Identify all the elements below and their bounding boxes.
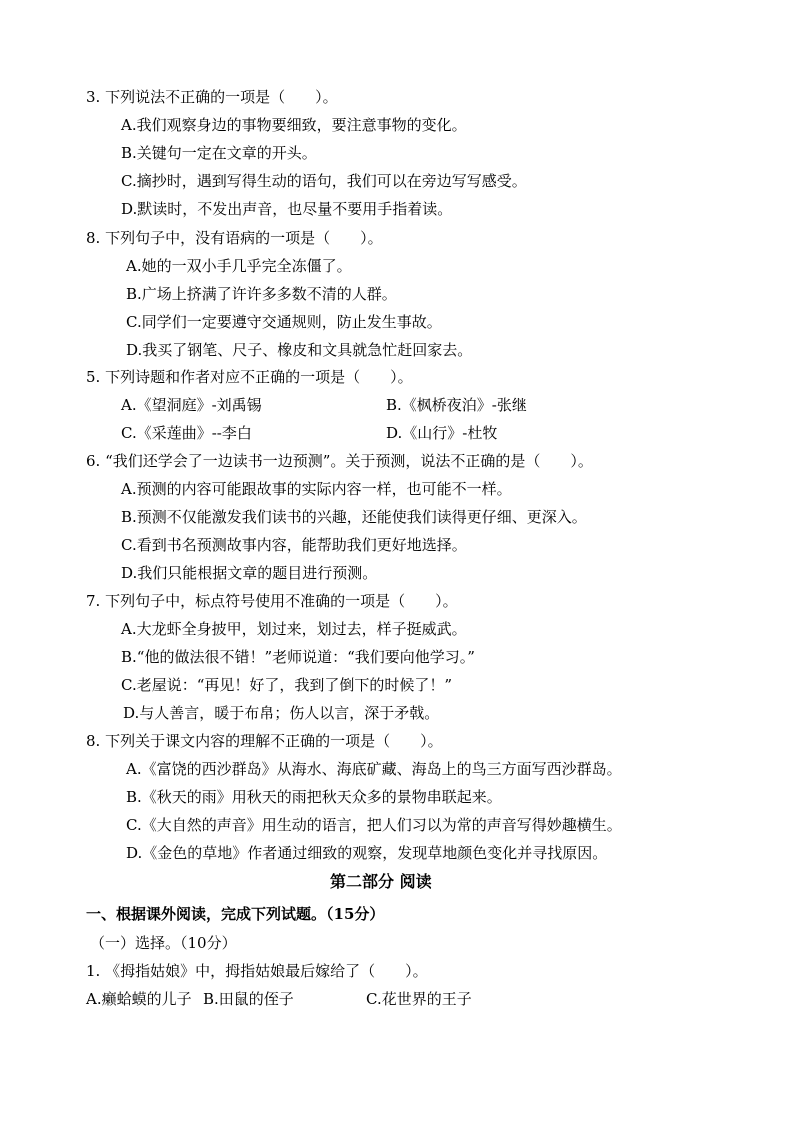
option-a: A.癞蛤蟆的儿子 — [86, 990, 192, 1008]
option-c: C.摘抄时，遇到写得生动的语句，我们可以在旁边写写感受。 — [121, 172, 527, 190]
option-a: A.预测的内容可能跟故事的实际内容一样，也可能不一样。 — [121, 480, 512, 498]
option-d: D.默读时，不发出声音，也尽量不要用手指着读。 — [121, 200, 453, 218]
option-a: A.《望洞庭》-刘禹锡 — [121, 396, 262, 414]
option-c: C.老屋说：“再见！好了，我到了倒下的时候了！” — [121, 676, 453, 694]
option-d: D.与人善言，暖于布帛；伤人以言，深于矛戟。 — [123, 704, 440, 722]
option-b: B.“他的做法很不错！”老师说道：“我们要向他学习。” — [121, 648, 475, 666]
question-stem: 3. 下列说法不正确的一项是（ ）。 — [86, 88, 338, 106]
question-stem: 1. 《拇指姑娘》中，拇指姑娘最后嫁给了（ ）。 — [86, 962, 428, 980]
subsection-heading: （一）选择。（10分） — [90, 934, 237, 952]
question-stem: 5. 下列诗题和作者对应不正确的一项是（ ）。 — [86, 368, 413, 386]
question-stem: 8. 下列关于课文内容的理解不正确的一项是（ ）。 — [86, 732, 443, 750]
option-b: B.广场上挤满了许许多多数不清的人群。 — [126, 285, 397, 303]
option-d: D.《山行》-杜牧 — [386, 424, 498, 442]
option-b: B.关键句一定在文章的开头。 — [121, 144, 317, 162]
option-a: A.她的一双小手几乎完全冻僵了。 — [126, 257, 352, 275]
question-stem: 7. 下列句子中，标点符号使用不准确的一项是（ ）。 — [86, 592, 458, 610]
section-heading: 一、根据课外阅读，完成下列试题。（15分） — [86, 905, 385, 923]
option-d: D.我买了钢笔、尺子、橡皮和文具就急忙赶回家去。 — [126, 341, 473, 359]
option-c: C.看到书名预测故事内容，能帮助我们更好地选择。 — [121, 536, 467, 554]
part-title: 第二部分 阅读 — [330, 872, 432, 891]
option-b: B.预测不仅能激发我们读书的兴趣，还能使我们读得更仔细、更深入。 — [121, 508, 587, 526]
option-c: C.同学们一定要遵守交通规则，防止发生事故。 — [126, 313, 442, 331]
option-a: A.我们观察身边的事物要细致，要注意事物的变化。 — [121, 116, 467, 134]
option-c: C.《采莲曲》--李白 — [121, 424, 252, 442]
option-c: C.花世界的王子 — [366, 990, 472, 1008]
option-a: A.《富饶的西沙群岛》从海水、海底矿藏、海岛上的鸟三方面写西沙群岛。 — [126, 760, 622, 778]
option-b: B.《枫桥夜泊》-张继 — [386, 396, 527, 414]
question-stem: 6. “我们还学会了一边读书一边预测”。关于预测，说法不正确的是（ ）。 — [86, 452, 593, 470]
option-b: B.田鼠的侄子 — [203, 990, 294, 1008]
option-a: A.大龙虾全身披甲，划过来，划过去，样子挺威武。 — [121, 620, 467, 638]
option-c: C.《大自然的声音》用生动的语言，把人们习以为常的声音写得妙趣横生。 — [126, 816, 622, 834]
option-d: D.我们只能根据文章的题目进行预测。 — [121, 564, 378, 582]
question-stem: 8. 下列句子中，没有语病的一项是（ ）。 — [86, 229, 383, 247]
option-b: B.《秋天的雨》用秋天的雨把秋天众多的景物串联起来。 — [126, 788, 502, 806]
option-row — [121, 395, 641, 415]
option-row — [86, 989, 506, 1009]
option-row — [121, 423, 641, 443]
option-d: D.《金色的草地》作者通过细致的观察，发现草地颜色变化并寻找原因。 — [126, 844, 608, 862]
